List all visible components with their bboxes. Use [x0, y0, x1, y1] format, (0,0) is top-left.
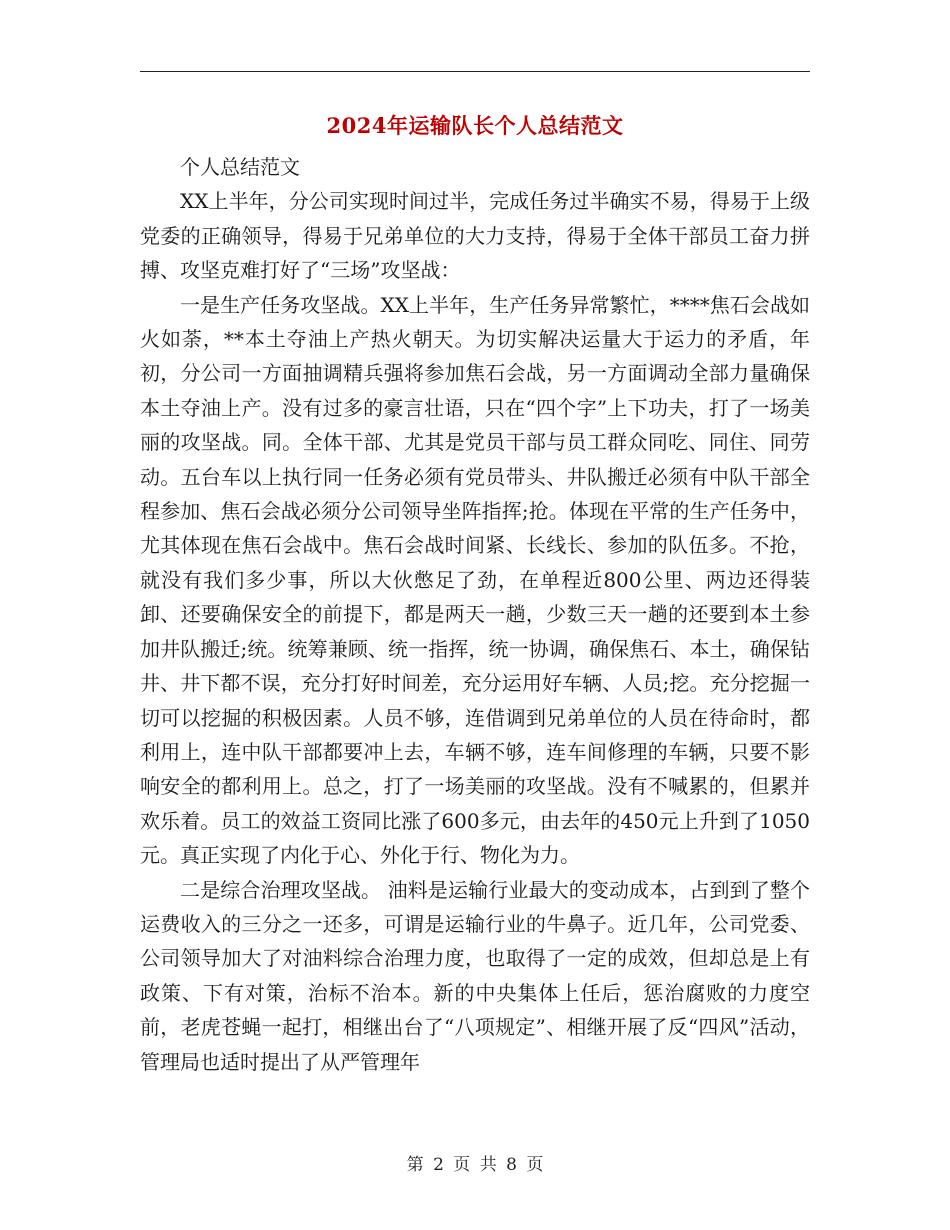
- document-body: [140, 150, 810, 1079]
- document-title: 2024年运输队长个人总结范文: [326, 113, 624, 138]
- header-rule: [140, 71, 810, 72]
- paragraph-intro: XX上半年，分公司实现时间过半，完成任务过半确实不易，得易于上级党委的正确领导，得易于兄弟单位的大力支持，得易于全体干部员工奋力拼搏、攻坚克难打好了“三场”攻坚战：: [140, 189, 810, 283]
- page-number: 第 2 页 共 8 页: [406, 1155, 544, 1175]
- paragraph-governance: 二是综合治理攻坚战。 油料是运输行业最大的变动成本，占到到了整个运费收入的三分之一还多，可谓是运输行业的牛鼻子。近几年，公司党委、公司领导加大了对油料综合治理力度，也取得了一定的成效，但却总是上有政策、下有对策，治标不治本。新的中央集体上任后，惩治腐败的力度空前，老虎苍蝇一起打，相继出台了“八项规定”、相继开展了反“四风”活动，管理局也适时提出了从严管理年: [140, 877, 810, 1074]
- paragraph-heading: 个人总结范文: [180, 155, 300, 179]
- paragraph-production: 一是生产任务攻坚战。XX上半年，生产任务异常繁忙，****焦石会战如火如荼，**本土夺油上产热火朝天。为切实解决运量大于运力的矛盾，年初，分公司一方面抽调精兵强将参加焦石会战，另一方面调动全部力量确保本土夺油上产。没有过多的豪言壮语，只在“四个字”上下功夫，打了一场美丽的攻坚战。同。全体干部、尤其是党员干部与员工群众同吃、同住、同劳动。五台车以上执行同一任务必须有党员带头、井队搬迁必须有中队干部全程参加、焦石会战必须分公司领导坐阵指挥;抢。体现在平常的生产任务中，尤其体现在焦石会战中。焦石会战时间紧、长线长、参加的队伍多。不抢，就没有我们多少事，所以大伙憋足了劲，在单程近800公里、两边还得装卸、还要确保安全的前提下，都是两天一趟，少数三天一趟的还要到本土参加井队搬迁;统。统筹兼顾、统一指挥，统一协调，确保焦石、本土，确保钻井、井下都不误，充分打好时间差，充分运用好车辆、人员;挖。充分挖掘一切可以挖掘的积极因素。人员不够，连借调到兄弟单位的人员在待命时，都利用上，连中队干部都要冲上去，车辆不够，连车间修理的车辆，只要不影响安全的都利用上。总之，打了一场美丽的攻坚战。没有不喊累的，但累并欢乐着。员工的效益工资同比涨了600多元，由去年的450元上升到了1050元。真正实现了内化于心、外化于行、物化为力。: [140, 292, 810, 868]
